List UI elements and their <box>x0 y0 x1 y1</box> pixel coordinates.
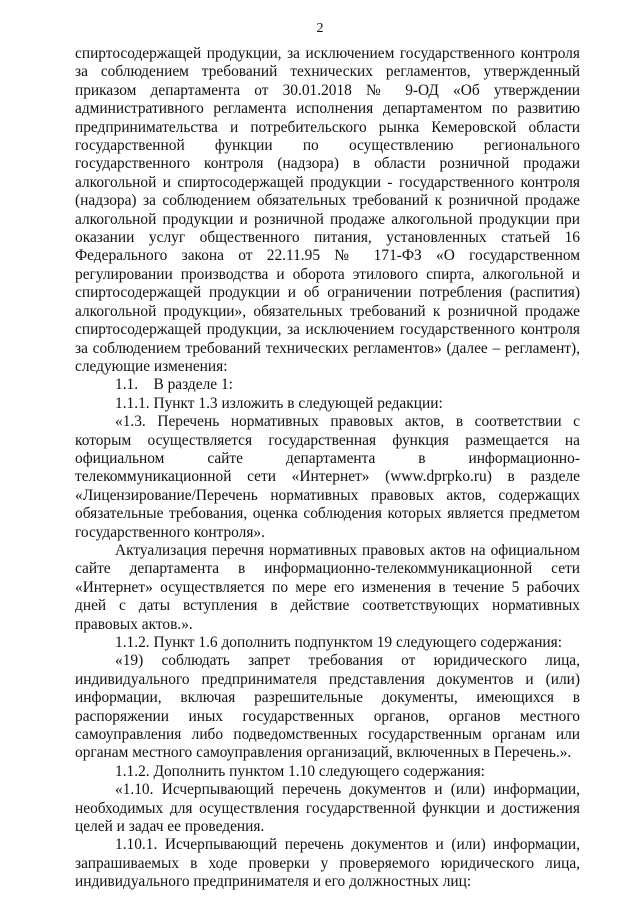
document-body <box>75 45 580 892</box>
paragraph-clause-1-10: «1.10. Исчерпывающий перечень документов и (или) информации, необходимых для осуществления государственной функции и достижения целей и задач ее проведения. <box>75 781 580 836</box>
paragraph-clause-1-3: «1.3. Перечень нормативных правовых актов, в соответствии с которым осуществляется государственная функция размещается на официальном сайте департамента в информационно-телекоммуникационной сети «Интернет» (www.dprpko.ru) в разделе «Лицензирование/Перечень нормативных правовых актов, содержащих обязательные требования, оценка соблюдения которых является предметом государственного контроля». <box>75 413 580 541</box>
paragraph-subitem-19: «19) соблюдать запрет требования от юридического лица, индивидуального предпринимателя представления документов и (или) информации, включая разрешительные документы, имеющихся в распоряжении иных государственных органов, органов местного самоуправления либо подведомственных государственным органам или органам местного самоуправления организаций, включенных в Перечень.». <box>75 652 580 762</box>
page-number: 2 <box>316 21 324 36</box>
paragraph-regulation-title: спиртосодержащей продукции, за исключением государственного контроля за соблюдением требований технических регламентов, утвержденный приказом департамента от 30.01.2018 № 9-ОД «Об утверждении административного регламента исполнения департаментом по развитию предпринимательства и потребительского рынка Кемеровской области государственной функции по осуществлению регионального государственного контроля (надзора) в области розничной продажи алкогольной и спиртосодержащей продукции - государственного контроля (надзора) за соблюдением обязательных требований к розничной продаже алкогольной продукции и розничной продаже алкогольной продукции при оказании услуг общественного питания, установленных статьей 16 Федерального закона от 22.11.95 № 171-ФЗ «О государственном регулировании производства и оборота этилового спирта, алкогольной и спиртосодержащей продукции и об ограничении потребления (распития) алкогольной продукции», обязательных требований к розничной продаже спиртосодержащей продукции, за исключением государственного контроля за соблюдением требований технических регламентов» (далее – регламент), следующие изменения: <box>75 45 580 375</box>
paragraph-item-1-1-1: 1.1.1. Пункт 1.3 изложить в следующей редакции: <box>115 394 443 412</box>
paragraph-item-1-1-2-a: 1.1.2. Пункт 1.6 дополнить подпунктом 19 следующего содержания: <box>115 634 563 651</box>
paragraph-item-1-1-2-b: 1.1.2. Дополнить пунктом 1.10 следующего содержания: <box>115 762 485 780</box>
paragraph-section-1-1: 1.1. В разделе 1: <box>115 376 233 394</box>
paragraph-clause-1-10-1: 1.10.1. Исчерпывающий перечень документов и (или) информации, запрашиваемых в ходе проверки у проверяемого юридического лица, индивидуального предпринимателя и его должностных лиц: <box>75 836 580 891</box>
paragraph-actualization: Актуализация перечня нормативных правовых актов на официальном сайте департамента в информационно-телекоммуникационной сети «Интернет» осуществляется по мере его изменения в течение 5 рабочих дней с даты вступления в действие соответствующих нормативных правовых актов.». <box>75 541 580 633</box>
